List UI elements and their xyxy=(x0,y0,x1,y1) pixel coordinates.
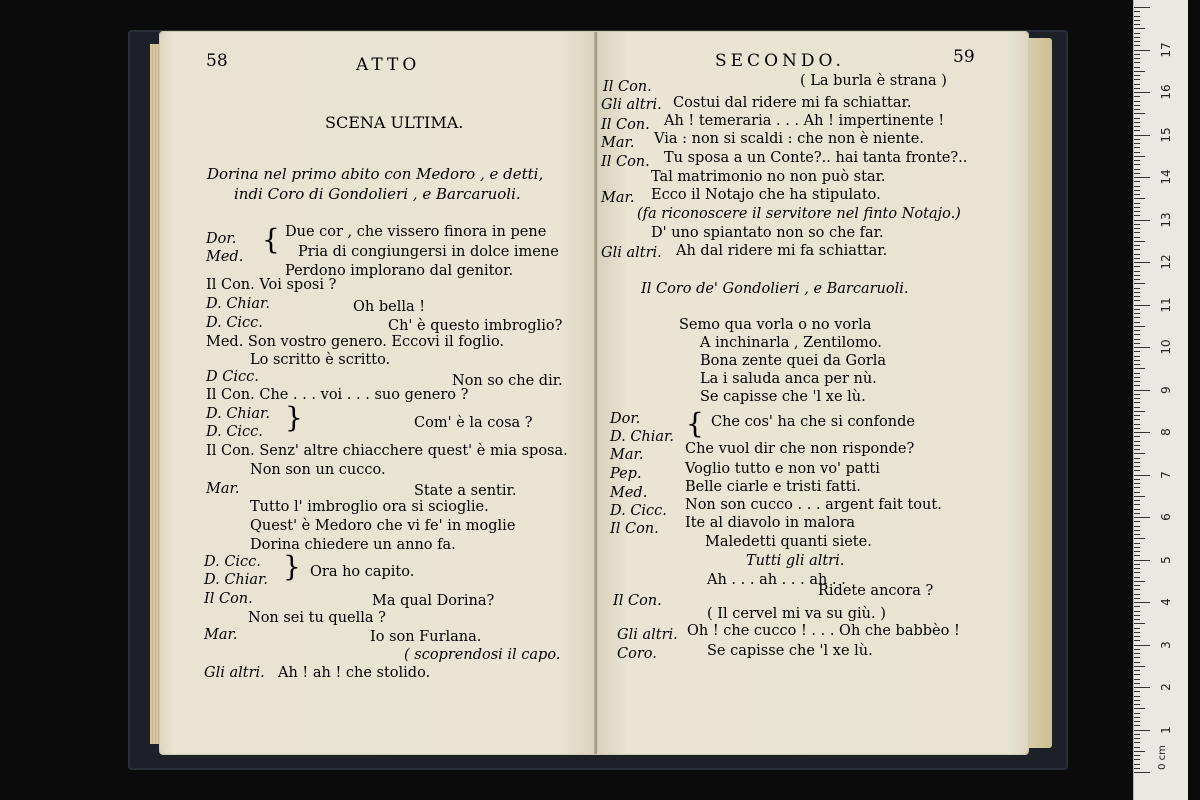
ruler-tick xyxy=(1134,496,1145,497)
ruler-tick xyxy=(1134,615,1140,616)
ruler-number: 15 xyxy=(1159,126,1173,143)
dialogue-line: State a sentir. xyxy=(414,483,517,499)
speaker-label: Il Con. xyxy=(603,79,652,95)
ruler-tick xyxy=(1134,41,1140,42)
ruler-tick xyxy=(1134,122,1140,123)
dialogue-line: Tutto l' imbroglio ora si scioglie. xyxy=(250,499,489,515)
ruler-tick xyxy=(1134,37,1140,38)
dialogue-line: Belle ciarle e tristi fatti. xyxy=(685,479,861,495)
ruler-tick xyxy=(1134,598,1140,599)
ruler-tick xyxy=(1134,16,1140,17)
ruler-unit-label: 0 cm xyxy=(1156,745,1168,770)
ruler-tick xyxy=(1134,500,1140,501)
ruler-number: 12 xyxy=(1159,254,1173,270)
ruler-tick xyxy=(1134,152,1140,153)
ruler-tick xyxy=(1134,649,1140,650)
ruler-tick xyxy=(1134,432,1150,433)
ruler-tick xyxy=(1134,79,1140,80)
ruler-tick xyxy=(1134,415,1140,416)
ruler-tick xyxy=(1134,130,1140,131)
dialogue-line: Oh bella ! xyxy=(353,299,426,315)
stage-direction: Dorina nel primo abito con Medoro , e detti, xyxy=(207,165,544,183)
dialogue-line: Tu sposa a un Conte?.. hai tanta fronte?.. xyxy=(664,150,968,166)
stage-direction: ( scoprendosi il capo. xyxy=(404,647,561,663)
ruler-tick xyxy=(1134,33,1140,34)
ruler-tick xyxy=(1134,555,1140,556)
ruler-tick xyxy=(1134,156,1145,157)
ruler-tick xyxy=(1134,585,1140,586)
ruler-number: 3 xyxy=(1159,640,1173,649)
ruler-tick xyxy=(1134,526,1140,527)
dialogue-line: Com' è la cosa ? xyxy=(414,415,533,431)
ruler-tick xyxy=(1134,691,1140,692)
dialogue-line: Non sei tu quella ? xyxy=(248,610,386,626)
ruler-tick xyxy=(1134,326,1145,327)
ruler-tick xyxy=(1134,504,1140,505)
speaker-label: Gli altri. xyxy=(204,665,265,681)
ruler-tick xyxy=(1134,228,1140,229)
dialogue-line: Non son cucco . . . argent fait tout. xyxy=(685,497,942,513)
ruler-tick xyxy=(1134,262,1150,263)
dialogue-line: Lo scritto è scritto. xyxy=(250,352,391,368)
ruler-tick xyxy=(1134,411,1145,412)
speaker-label: D. Cicc. xyxy=(610,503,667,519)
ruler-tick xyxy=(1134,517,1150,518)
speaker-label: Il Con. xyxy=(613,593,662,609)
speaker-label: D. Cicc. xyxy=(206,424,263,440)
ruler-tick xyxy=(1134,364,1140,365)
ruler-tick xyxy=(1134,606,1140,607)
ruler-tick xyxy=(1134,462,1140,463)
speaker-label: D. Cicc. xyxy=(206,315,263,331)
brace-glyph: { xyxy=(686,407,704,440)
ruler-tick xyxy=(1134,224,1140,225)
speaker-label: Gli altri. xyxy=(601,97,662,113)
ruler-tick xyxy=(1134,734,1140,735)
ruler-tick xyxy=(1134,347,1150,348)
dialogue-line: Io son Furlana. xyxy=(370,629,482,645)
verse-line: Perdono implorano dal genitor. xyxy=(285,263,514,279)
ruler-number: 16 xyxy=(1159,84,1173,100)
ruler-number: 11 xyxy=(1159,296,1173,313)
speaker-label: Mar. xyxy=(601,190,635,206)
ruler-tick xyxy=(1134,521,1140,522)
ruler-tick xyxy=(1134,360,1140,361)
speaker-label: Il Con. xyxy=(204,591,253,607)
ruler-tick xyxy=(1134,445,1140,446)
ruler-tick xyxy=(1134,169,1140,170)
ruler-tick xyxy=(1134,385,1140,386)
ruler-tick xyxy=(1134,755,1140,756)
ruler-tick xyxy=(1134,266,1140,267)
ruler-tick xyxy=(1134,194,1140,195)
ruler-tick xyxy=(1134,708,1145,709)
ruler-tick xyxy=(1134,105,1140,106)
speaker-label: Pep. xyxy=(610,466,642,482)
ruler-tick xyxy=(1134,339,1140,340)
dialogue-line: Med. Son vostro genero. Eccovi il foglio. xyxy=(206,334,505,350)
dialogue-line: ( La burla è strana ) xyxy=(800,73,947,89)
ruler-tick xyxy=(1134,428,1140,429)
ruler-tick xyxy=(1134,449,1140,450)
ruler-tick xyxy=(1134,118,1140,119)
ruler-tick xyxy=(1134,632,1140,633)
ruler-tick xyxy=(1134,683,1140,684)
ruler-tick xyxy=(1134,96,1140,97)
ruler-tick xyxy=(1134,343,1140,344)
ruler-tick xyxy=(1134,602,1150,603)
ruler-tick xyxy=(1134,402,1140,403)
ruler-tick xyxy=(1134,50,1150,51)
ruler-tick xyxy=(1134,738,1140,739)
ruler-tick xyxy=(1134,181,1140,182)
ruler-tick xyxy=(1134,623,1145,624)
ruler-tick xyxy=(1134,258,1140,259)
dialogue-line: Ecco il Notajo che ha stipulato. xyxy=(651,187,881,203)
speaker-label: Mar. xyxy=(206,481,240,497)
ruler-tick xyxy=(1134,666,1145,667)
dialogue-line: Ridete ancora ? xyxy=(818,583,934,599)
ruler-tick xyxy=(1134,725,1140,726)
ruler-tick xyxy=(1134,487,1140,488)
speaker-label: Mar. xyxy=(204,627,238,643)
ruler-tick xyxy=(1134,657,1140,658)
ruler-tick xyxy=(1134,322,1140,323)
ruler-tick xyxy=(1134,670,1140,671)
ruler-tick xyxy=(1134,11,1140,12)
ruler-tick xyxy=(1134,564,1140,565)
ruler-tick xyxy=(1134,594,1140,595)
ruler-tick xyxy=(1134,28,1145,29)
ruler-tick xyxy=(1134,730,1150,731)
dialogue-line: Ch' è questo imbroglio? xyxy=(388,318,563,334)
ruler-tick xyxy=(1134,88,1140,89)
ruler-tick xyxy=(1134,381,1140,382)
ruler-tick xyxy=(1134,313,1140,314)
ruler-tick xyxy=(1134,653,1140,654)
ruler-tick xyxy=(1134,645,1150,646)
ruler-tick xyxy=(1134,296,1140,297)
dialogue-line: Quest' è Medoro che vi fe' in moglie xyxy=(250,518,516,534)
ruler-tick xyxy=(1134,568,1140,569)
verse-line: Due cor , che vissero finora in pene xyxy=(285,224,547,240)
dialogue-line: Il Con. Senz' altre chiacchere quest' è mia sposa. xyxy=(206,443,568,459)
ruler-tick xyxy=(1134,470,1140,471)
ruler-tick xyxy=(1134,560,1150,561)
ruler-number: 5 xyxy=(1159,555,1173,564)
verse-line: Pria di congiungersi in dolce imene xyxy=(298,244,559,260)
dialogue-line: Dorina chiedere un anno fa. xyxy=(250,537,456,553)
ruler-tick xyxy=(1134,309,1140,310)
dialogue-line: Ma qual Dorina? xyxy=(372,593,495,609)
dialogue-line: Maledetti quanti siete. xyxy=(705,534,872,550)
speaker-label: Gli altri. xyxy=(617,627,678,643)
ruler-number: 14 xyxy=(1159,169,1173,185)
ruler-number: 6 xyxy=(1159,513,1173,521)
verse-line: A inchinarla , Zentilomo. xyxy=(700,335,882,351)
dialogue-line: Se capisse che 'l xe lù. xyxy=(707,643,873,659)
ruler-tick xyxy=(1134,764,1140,765)
ruler-tick xyxy=(1134,674,1140,675)
ruler-tick xyxy=(1134,619,1140,620)
ruler-tick xyxy=(1134,203,1140,204)
ruler-tick xyxy=(1134,424,1140,425)
dialogue-line: Via : non si scaldi : che non è niente. xyxy=(654,131,924,147)
ruler-tick xyxy=(1134,394,1140,395)
ruler-tick xyxy=(1134,220,1150,221)
ruler-tick xyxy=(1134,330,1140,331)
ruler-tick xyxy=(1134,721,1140,722)
ruler-tick xyxy=(1134,696,1140,697)
ruler-tick xyxy=(1134,7,1150,8)
dialogue-line: Costui dal ridere mi fa schiattar. xyxy=(673,95,912,111)
ruler-tick xyxy=(1134,271,1140,272)
ruler-tick xyxy=(1134,466,1140,467)
brace-glyph: } xyxy=(285,401,303,434)
ruler-tick xyxy=(1134,190,1140,191)
chorus-heading: Il Coro de' Gondolieri , e Barcaruoli. xyxy=(641,281,909,297)
ruler-tick xyxy=(1134,58,1140,59)
ruler-tick xyxy=(1134,351,1140,352)
ruler-tick xyxy=(1134,198,1145,199)
ruler-tick xyxy=(1134,275,1140,276)
dialogue-line: ( Il cervel mi va su giù. ) xyxy=(707,606,886,622)
dialogue-line: Non son un cucco. xyxy=(250,462,386,478)
speaker-label: D. Chiar. xyxy=(206,296,270,312)
ruler-tick xyxy=(1134,441,1140,442)
ruler-tick xyxy=(1134,20,1140,21)
ruler-tick xyxy=(1134,211,1140,212)
ruler-number: 4 xyxy=(1159,598,1173,606)
ruler-tick xyxy=(1134,288,1140,289)
ruler-tick xyxy=(1134,92,1150,93)
verse-line: Se capisse che 'l xe lù. xyxy=(700,389,866,405)
ruler-number: 7 xyxy=(1159,470,1173,479)
speaker-label: Mar. xyxy=(610,447,644,463)
speaker-label: Il Con. xyxy=(601,154,650,170)
ruler-tick xyxy=(1134,577,1140,578)
speaker-label: Mar. xyxy=(601,135,635,151)
ruler-tick xyxy=(1134,143,1140,144)
ruler-tick xyxy=(1134,160,1140,161)
dialogue-line: Ora ho capito. xyxy=(310,564,415,580)
ruler-number: 10 xyxy=(1159,339,1173,355)
speaker-label: D. Chiar. xyxy=(206,406,270,422)
ruler-tick xyxy=(1134,547,1140,548)
ruler-tick xyxy=(1134,237,1140,238)
speaker-label: D. Chiar. xyxy=(204,572,268,588)
ruler-tick xyxy=(1134,572,1140,573)
ruler-tick xyxy=(1134,147,1140,148)
ruler-tick xyxy=(1134,483,1140,484)
ruler-tick xyxy=(1134,279,1140,280)
ruler-tick xyxy=(1134,509,1140,510)
stage-direction: indi Coro di Gondolieri , e Barcaruoli. xyxy=(234,185,521,203)
ruler-tick xyxy=(1134,742,1140,743)
ruler-tick xyxy=(1134,581,1145,582)
ruler-number: 13 xyxy=(1159,211,1173,228)
ruler-tick xyxy=(1134,475,1150,476)
speaker-label: Dor. xyxy=(610,411,641,427)
speaker-label: D. Cicc. xyxy=(204,554,261,570)
ruler-tick xyxy=(1134,254,1140,255)
ruler-tick xyxy=(1134,109,1140,110)
ruler-tick xyxy=(1134,513,1140,514)
ruler-tick xyxy=(1134,241,1145,242)
ruler-number: 2 xyxy=(1159,683,1173,691)
ruler-tick xyxy=(1134,419,1140,420)
dialogue-line: Voglio tutto e non vo' patti xyxy=(685,461,880,477)
brace-glyph: { xyxy=(262,223,280,256)
dialogue-line: D' uno spiantato non so che far. xyxy=(651,225,884,241)
ruler-tick xyxy=(1134,75,1140,76)
ruler-tick xyxy=(1134,390,1150,391)
speaker-label: Il Con. xyxy=(610,521,659,537)
ruler-tick xyxy=(1134,54,1140,55)
ruler-tick xyxy=(1134,373,1140,374)
ruler-tick xyxy=(1134,640,1140,641)
ruler-tick xyxy=(1134,113,1145,114)
speaker-label: Gli altri. xyxy=(601,245,662,261)
ruler-tick xyxy=(1134,207,1140,208)
ruler-tick xyxy=(1134,135,1150,136)
dialogue-line: Tal matrimonio no non può star. xyxy=(651,169,886,185)
verse-line: Bona zente quei da Gorla xyxy=(700,353,887,369)
speaker-label: D Cicc. xyxy=(206,369,259,385)
ruler-tick xyxy=(1134,543,1140,544)
ruler-tick xyxy=(1134,232,1140,233)
stage-direction: Tutti gli altri. xyxy=(746,553,845,569)
ruler-tick xyxy=(1134,317,1140,318)
speaker-label: D. Chiar. xyxy=(610,429,674,445)
ruler-tick xyxy=(1134,84,1140,85)
ruler-tick xyxy=(1134,164,1140,165)
ruler-tick xyxy=(1134,283,1145,284)
ruler-tick xyxy=(1134,245,1140,246)
ruler-tick xyxy=(1134,101,1140,102)
speaker-label: Il Con. xyxy=(601,117,650,133)
speaker-label: Med. xyxy=(610,485,648,501)
running-head-left: ATTO xyxy=(356,55,421,75)
dialogue-line: Ah ! ah ! che stolido. xyxy=(278,665,431,681)
ruler-tick xyxy=(1134,356,1140,357)
ruler-tick xyxy=(1134,589,1140,590)
dialogue-line: Ah . . . ah . . . ah . . xyxy=(707,572,846,588)
ruler-tick xyxy=(1134,458,1140,459)
ruler-tick xyxy=(1134,700,1140,701)
ruler-number: 1 xyxy=(1159,725,1173,734)
ruler-tick xyxy=(1134,551,1140,552)
ruler-tick xyxy=(1134,126,1140,127)
verse-line: Semo qua vorla o no vorla xyxy=(679,317,872,333)
ruler-tick xyxy=(1134,453,1145,454)
ruler-tick xyxy=(1134,492,1140,493)
ruler-number: 8 xyxy=(1159,428,1173,436)
ruler-tick xyxy=(1134,249,1140,250)
ruler-tick xyxy=(1134,679,1140,680)
ruler-tick xyxy=(1134,407,1140,408)
brace-glyph: } xyxy=(283,550,301,583)
ruler-tick xyxy=(1134,538,1145,539)
ruler-tick xyxy=(1134,186,1140,187)
ruler-tick xyxy=(1134,534,1140,535)
ruler-tick xyxy=(1134,687,1150,688)
running-head-right: SECONDO. xyxy=(715,51,845,71)
ruler-tick xyxy=(1134,717,1140,718)
ruler-tick xyxy=(1134,772,1150,773)
ruler-tick xyxy=(1134,713,1140,714)
ruler-tick xyxy=(1134,704,1140,705)
ruler-tick xyxy=(1134,636,1140,637)
ruler-tick xyxy=(1134,24,1140,25)
measuring-ruler xyxy=(1133,0,1188,800)
ruler-tick xyxy=(1134,530,1140,531)
ruler-tick xyxy=(1134,67,1140,68)
ruler-tick xyxy=(1134,368,1145,369)
ruler-tick xyxy=(1134,139,1140,140)
ruler-number: 9 xyxy=(1159,385,1173,394)
ruler-tick xyxy=(1134,334,1140,335)
ruler-tick xyxy=(1134,71,1145,72)
ruler-tick xyxy=(1134,768,1140,769)
scene-heading: SCENA ULTIMA. xyxy=(325,113,464,132)
ruler-tick xyxy=(1134,611,1140,612)
page-number-left: 58 xyxy=(206,51,228,71)
ruler-tick xyxy=(1134,215,1140,216)
ruler-tick xyxy=(1134,751,1145,752)
ruler-tick xyxy=(1134,45,1140,46)
ruler-tick xyxy=(1134,173,1140,174)
verse-line: La i saluda anca per nù. xyxy=(700,371,877,387)
ruler-tick xyxy=(1134,305,1150,306)
dialogue-line: Che cos' ha che si confonde xyxy=(711,414,915,430)
page-edges-right xyxy=(1026,38,1052,748)
dialogue-line: Non so che dir. xyxy=(452,373,563,389)
dialogue-line: Il Con. Che . . . voi . . . suo genero ? xyxy=(206,387,469,403)
ruler-tick xyxy=(1134,747,1140,748)
page-number-right: 59 xyxy=(953,47,975,67)
ruler-tick xyxy=(1134,62,1140,63)
ruler-tick xyxy=(1134,759,1140,760)
ruler-tick xyxy=(1134,479,1140,480)
ruler-tick xyxy=(1134,436,1140,437)
dialogue-line: Oh ! che cucco ! . . . Oh che babbèo ! xyxy=(687,623,960,639)
ruler-tick xyxy=(1134,292,1140,293)
ruler-tick xyxy=(1134,628,1140,629)
dialogue-line: Il Con. Voi sposi ? xyxy=(206,277,337,293)
speaker-label: Dor. xyxy=(206,231,237,247)
speaker-label: Med. xyxy=(206,249,244,265)
ruler-tick xyxy=(1134,377,1140,378)
dialogue-line: Che vuol dir che non risponde? xyxy=(685,441,915,457)
dialogue-line: Ite al diavolo in malora xyxy=(685,515,856,531)
ruler-number: 17 xyxy=(1159,41,1173,58)
ruler-tick xyxy=(1134,300,1140,301)
speaker-label: Coro. xyxy=(617,646,657,662)
ruler-tick xyxy=(1134,398,1140,399)
ruler-tick xyxy=(1134,177,1150,178)
dialogue-line: Ah dal ridere mi fa schiattar. xyxy=(676,243,888,259)
stage-direction: (fa riconoscere il servitore nel finto Notajo.) xyxy=(637,206,961,222)
dialogue-line: Ah ! temeraria . . . Ah ! impertinente ! xyxy=(664,113,945,129)
ruler-tick xyxy=(1134,662,1140,663)
